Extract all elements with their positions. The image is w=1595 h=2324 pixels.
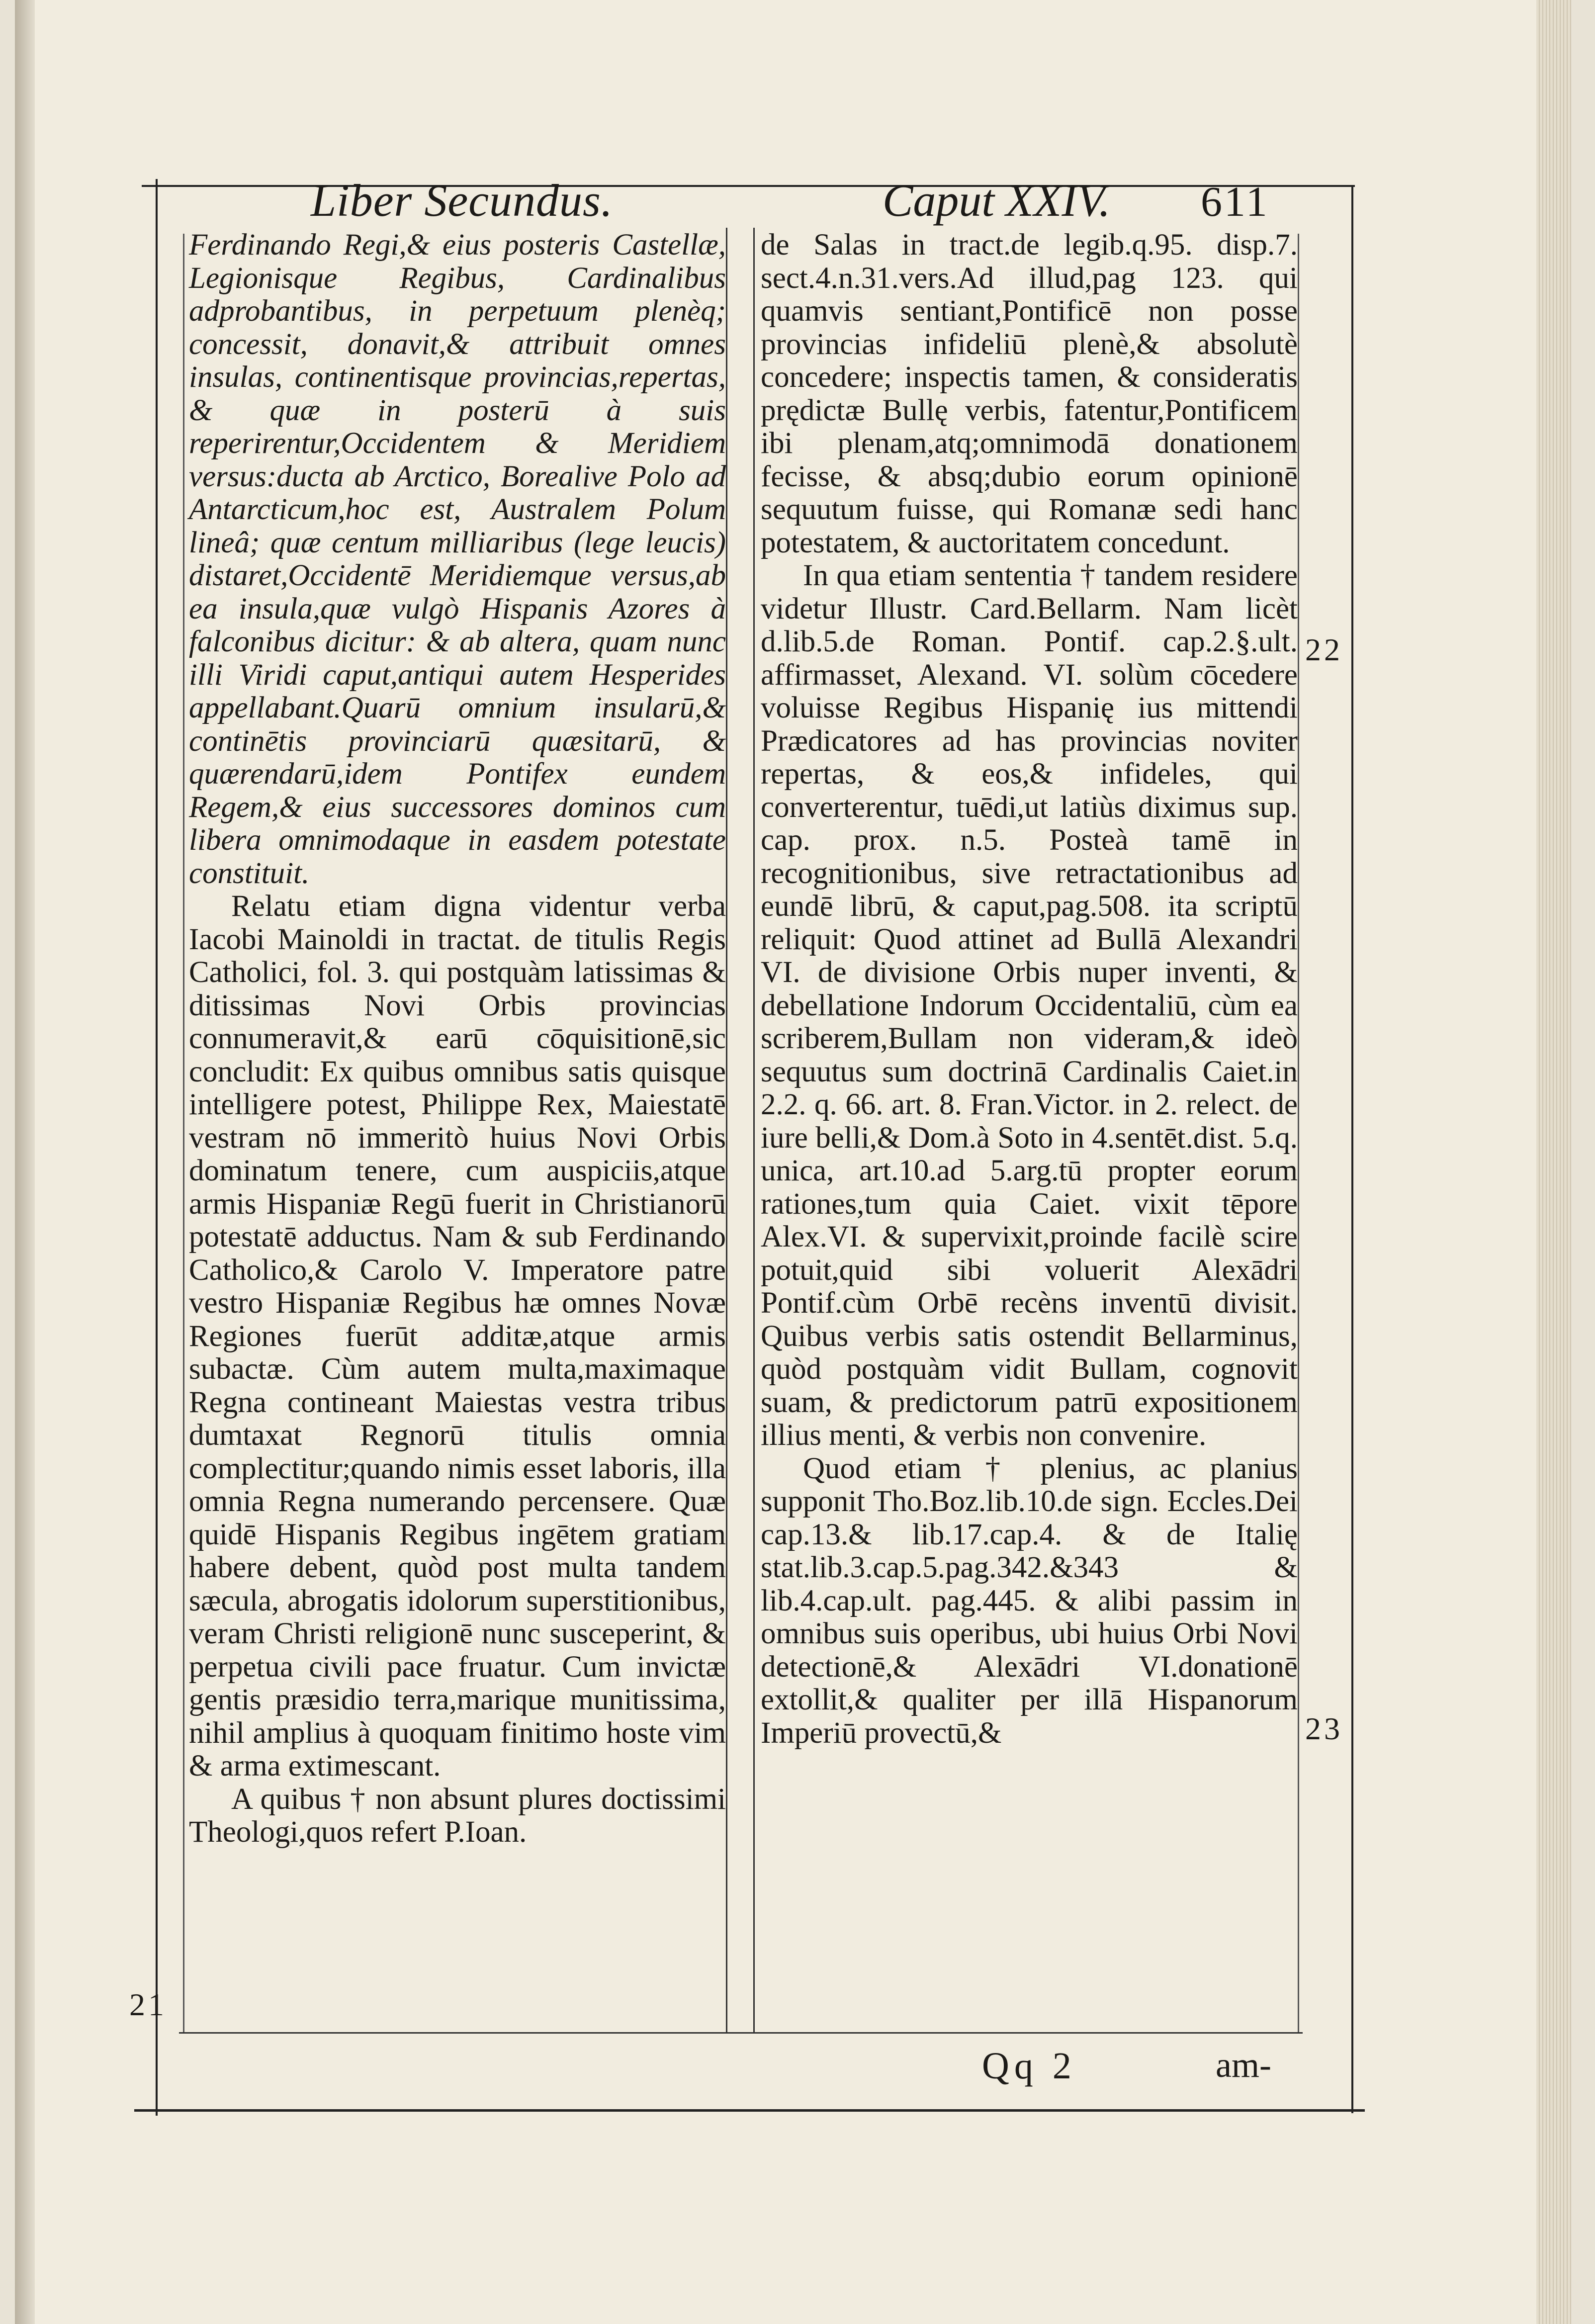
column-divider-right xyxy=(753,228,755,2033)
left-column xyxy=(189,229,726,1849)
footer-rule xyxy=(179,2032,1303,2034)
page-edges xyxy=(1536,0,1571,2324)
frame-bottom-rule xyxy=(134,2109,1365,2112)
left-column-rule xyxy=(183,234,184,2034)
margin-number: 21 xyxy=(129,1987,167,2022)
paragraph: Ferdinando Regi,& eius posteris Castellæ, Legionisque Regibus, Cardinalibus adprobantibus, in perpetuum plenèq; concessit, donavit,& attribuit omnes insulas, continentisque provincias,repertas, & quæ in posterū à suis reperirentur,Occidentem & Meridiem versus:ducta ab Arctico, Borealive Polo ad Antarcticum,hoc est, Australem Polum lineâ; quæ centum milliaribus (lege leucis) distaret,Occidentē Meridiemque versus,ab ea insula,quæ vulgò Hispanis Azores à falconibus dicitur: & ab altera, quam nunc illi Viridi caput,antiqui autem Hesperides appellabant.Quarū omnium insularū,& continētis provinciarū quæsitarū, & quærendarū,idem Pontifex eundem Regem,& eius successores dominos cum libera omnimodaque in easdem potestate constituit. xyxy=(189,228,726,890)
running-head-left: Liber Secundus. xyxy=(311,175,613,226)
right-column-rule xyxy=(1298,234,1299,2034)
running-head-right: Caput XXIV. xyxy=(883,175,1111,226)
book-spine xyxy=(15,0,35,2324)
paragraph: Quod etiam † plenius, ac planius supponit Tho.Boz.lib.10.de sign. Eccles.Dei cap.13.& lib.17.cap.4. & de Italię stat.lib.3.cap.5.pag.342.&343 & lib.4.cap.ult. pag.445. & alibi passim in omnibus suis operibus, ubi huius Orbi Novi detectionē,& Alexādri VI.donationē extollit,& qualiter per illā Hispanorum Imperiū provectū,& xyxy=(761,1451,1298,1750)
paragraph: Relatu etiam digna videntur verba Iacobi Mainoldi in tractat. de titulis Regis Catholici, fol. 3. qui postquàm latissimas & ditissimas Novi Orbis provincias connumeravit,& earū cōquisitionē,sic concludit: Ex quibus omnibus satis quisque intelligere potest, Philippe Rex, Maiestatē vestram nō immeritò huius Novi Orbis dominatum tenere, cum auspiciis,atque armis Hispaniæ Regū fuerit in Christianorū potestatē adductus. Nam & sub Ferdinando Catholico,& Carolo V. Imperatore patre vestro Hispaniæ Regibus hæ omnes Novæ Regiones fuerūt additæ,atque armis subactæ. Cùm autem multa,maximaque Regna contineant Maiestas vestra tribus dumtaxat Regnorū titulis omnia complectitur;quando nimis esset laboris, illa omnia Regna numerando percensere. Quæ quidē Hispanis Regibus ingētem gratiam habere debent, quòd post multa tandem sæcula, abrogatis idolorum superstitionibus, veram Christi religionē nunc susceperint, & perpetua civili pace fruatur. Cum invictæ gentis præsidio terra,marique munitissima, nihil amplius à quoquam finitimo hoste vim & arma extimescant. xyxy=(189,890,726,1783)
right-column xyxy=(761,229,1298,1750)
frame-right-rule xyxy=(1351,185,1353,2113)
book-page xyxy=(15,0,1571,2324)
paragraph: In qua etiam sententia † tandem residere videtur Illustr. Card.Bellarm. Nam licèt d.lib.5.de Roman. Pontif. cap.2.§.ult. affirmasset, Alexand. VI. solùm cōcedere voluisse Regibus Hispanię ius mittendi Prædicatores ad has provincias noviter repertas, & eos,& infideles, qui converterentur, tuēdi,ut latiùs diximus sup. cap. prox. n.5. Posteà tamē in recognitionibus, sive retractationibus ad eundē librū, & caput,pag.508. ita scriptū reliquit: Quod attinet ad Bullā Alexandri VI. de divisione Orbis nuper inventi, & debellatione Indorum Occidentaliū, cùm ea scriberem,Bullam non videram,& ideò sequutus sum doctrinā Cardinalis Caiet.in 2.2. q. 66. art. 8. Fran.Victor. in 2. relect. de iure belli,& Dom.à Soto in 4.sentēt.dist. 5.q. unica, art.10.ad 5.arg.tū propter eorum rationes,tum quia Caiet. vixit tēpore Alex.VI. & supervixit,proinde facilè scire potuit,quid sibi voluerit Alexādri Pontif.cùm Orbē recèns inventū divisit. Quibus verbis satis ostendit Bellarminus, quòd postquàm vidit Bullam, cognovit suam, & predictorum patrū expositionem illius menti, & verbis non convenire. xyxy=(761,559,1298,1452)
margin-number: 23 xyxy=(1305,1711,1343,1746)
column-divider-left xyxy=(726,228,727,2033)
signature-mark: Qq 2 xyxy=(982,2045,1076,2087)
paragraph: de Salas in tract.de legib.q.95. disp.7. sect.4.n.31.vers.Ad illud,pag 123. qui quamvis sentiant,Pontificē non posse provincias infideliū plenè,& absolutè concedere; inspectis tamen, & consideratis prędictæ Bullę verbis, fatentur,Pontificem ibi plenam,atq;omnimodā donationem fecisse, & absq;dubio eorum opinionē sequutum fuisse, qui Romanæ sedi hanc potestatem, & auctoritatem concedunt. xyxy=(761,228,1298,559)
page-number: 611 xyxy=(1201,178,1269,225)
paragraph: A quibus † non absunt plures doctissimi Theologi,quos refert P.Ioan. xyxy=(189,1782,726,1849)
margin-number: 22 xyxy=(1305,632,1343,667)
catchword: am- xyxy=(1216,2045,1271,2085)
frame-left-rule xyxy=(156,179,158,2116)
